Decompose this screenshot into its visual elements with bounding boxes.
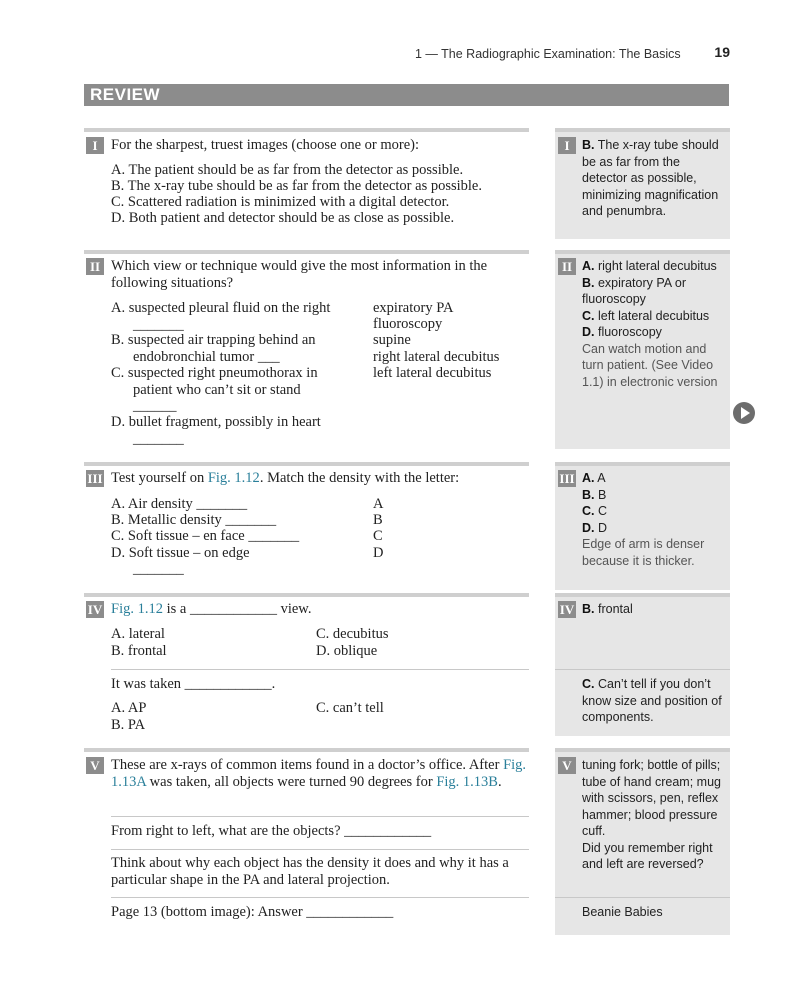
section-rule-3 <box>84 462 529 466</box>
section-rule-2b <box>555 250 730 254</box>
q4-option-c: C. decubitus <box>316 626 389 642</box>
fig-1-12-link[interactable]: Fig. 1.12 <box>207 470 260 486</box>
fig-1-13b-link[interactable]: Fig. 1.13B <box>436 773 498 790</box>
fig-1-12-link-2[interactable]: Fig. 1.12 <box>111 601 163 617</box>
question-5d: Page 13 (bottom image): Answer ____________ <box>111 904 394 920</box>
subsection-rule-5b <box>111 849 529 850</box>
answer-3b: B. B <box>582 487 607 502</box>
answer-3a: A. A <box>582 471 606 485</box>
fig-1-13a-link[interactable]: Fig. 1.13A <box>111 757 527 790</box>
section-rule-3b <box>555 462 730 466</box>
question-1: For the sharpest, truest images (choose one or more): <box>111 137 420 153</box>
answer-5b: Beanie Babies <box>582 905 663 919</box>
answer-1 <box>582 137 724 220</box>
q2-option-b: B. suspected air trapping behind an endobronchial tumor ___ <box>111 332 316 365</box>
q2-option-c: C. suspected right pneumothorax in patient who can’t sit or stand ______ <box>111 365 318 414</box>
q4-option-b: B. frontal <box>111 643 167 659</box>
page-number: 19 <box>714 44 730 60</box>
q1-option-c: C. Scattered radiation is minimized with a digital detector. <box>111 194 450 210</box>
video-play-icon[interactable] <box>733 402 755 424</box>
question-5b: From right to left, what are the objects? ____________ <box>111 823 432 839</box>
q2-option-a: A. suspected pleural fluid on the right _______ <box>111 300 331 333</box>
section-badge-i: I <box>86 137 104 154</box>
q3-letter-c: C <box>373 528 383 544</box>
answer-2a: A. right lateral decubitus <box>582 259 717 273</box>
answer-badge-v: V <box>558 757 576 774</box>
q2-choice-2: fluoroscopy <box>373 316 443 332</box>
q3-letter-a: A <box>373 496 384 512</box>
question-2: Which view or technique would give the most information in the following situations? <box>111 258 488 291</box>
question-3: Test yourself on Fig. 1.12. Match the density with the letter: <box>111 470 460 486</box>
section-rule-5 <box>84 748 529 752</box>
section-badge-iii: III <box>87 471 103 486</box>
q3-letter-d: D <box>373 545 384 561</box>
question-4: Fig. 1.12 is a ____________ view. <box>111 601 312 617</box>
review-label: REVIEW <box>90 85 161 104</box>
question-5: These are x-rays of common items found in a doctor’s office. After Fig. 1.13A was taken, all objects were turned 90 degrees for Fig. 1.13B. <box>111 757 527 790</box>
subsection-rule-4b <box>555 669 730 670</box>
answer-5 <box>582 757 722 873</box>
q4b-option-b: B. PA <box>111 717 146 733</box>
answer-1-text: The x-ray tube should be as far from the detector as possible, minimizing magnification and penumbra. <box>582 138 719 218</box>
subsection-rule-5d <box>555 897 730 898</box>
answer-badge-iii: III <box>559 471 575 486</box>
q2-option-d: D. bullet fragment, possibly in heart _______ <box>111 414 321 447</box>
q2-choice-5: left lateral decubitus <box>373 365 492 381</box>
q2-choice-3: supine <box>373 332 411 348</box>
question-5c: Think about why each object has the density it does and why it has a particular shape in the PA and lateral projection. <box>111 855 509 888</box>
section-rule-1 <box>84 128 529 132</box>
answer-4b: C. Can’t tell if you don’t know size and position of components. <box>582 677 722 724</box>
question-4b: It was taken ____________. <box>111 676 276 692</box>
running-title: 1 — The Radiographic Examination: The Basics <box>415 47 681 61</box>
answer-badge-ii: II <box>558 258 576 275</box>
answer-3d: D. D <box>582 520 608 535</box>
section-badge-v: V <box>86 757 104 774</box>
q3-letter-b: B <box>373 512 383 528</box>
answer-1-letter: B. <box>582 138 595 152</box>
answer-2d: D. fluoroscopy <box>582 325 662 339</box>
subsection-rule-5a <box>111 816 529 817</box>
answer-2c: C. left lateral decubitus <box>582 308 710 323</box>
q2-choice-1: expiratory PA <box>373 300 454 316</box>
q1-option-d: D. Both patient and detector should be as close as possible. <box>111 210 455 226</box>
section-rule-1b <box>555 128 730 132</box>
answer-5-note: Did you remember right and left are reversed? <box>582 840 713 871</box>
subsection-rule-4 <box>111 669 529 670</box>
answer-4: B. frontal <box>582 602 633 616</box>
answer-badge-iv: IV <box>559 602 575 617</box>
q4-option-a: A. lateral <box>111 626 165 642</box>
q4b-option-c: C. can’t tell <box>316 700 384 716</box>
q3-option-a: A. Air density _______ <box>111 496 248 512</box>
subsection-rule-5c <box>111 897 529 898</box>
q2-choice-4: right lateral decubitus <box>373 349 500 365</box>
q1-option-b: B. The x-ray tube should be as far from the detector as possible. <box>111 178 482 194</box>
answer-2-note: Can watch motion and turn patient. (See Video 1.1) in electronic version <box>582 341 718 389</box>
answer-2b: B. expiratory PA or fluoroscopy <box>582 275 686 306</box>
section-badge-iv: IV <box>87 602 103 617</box>
answer-3-note: Edge of arm is denser because it is thicker. <box>582 537 705 568</box>
section-rule-5b <box>555 748 730 752</box>
answer-5-items: tuning fork; bottle of pills; tube of hand cream; mug with scissors, pen, reflex hammer; blood pressure cuff. <box>582 758 721 838</box>
section-rule-4 <box>84 593 529 597</box>
answer-2 <box>582 258 724 390</box>
answer-3c: C. C <box>582 504 608 518</box>
q3-option-d-blank: _______ <box>133 561 184 577</box>
answer-3 <box>582 470 724 569</box>
review-banner <box>84 84 729 106</box>
q3-option-d: D. Soft tissue – on edge <box>111 545 250 561</box>
answer-badge-i: I <box>558 137 576 154</box>
q4b-option-a: A. AP <box>111 700 147 716</box>
q3-option-b: B. Metallic density _______ <box>111 512 277 528</box>
section-badge-ii: II <box>86 258 104 275</box>
q4-option-d: D. oblique <box>316 643 378 659</box>
section-rule-4b <box>555 593 730 597</box>
section-rule-2 <box>84 250 529 254</box>
q1-option-a: A. The patient should be as far from the detector as possible. <box>111 162 464 178</box>
q3-option-c: C. Soft tissue – en face _______ <box>111 528 300 544</box>
